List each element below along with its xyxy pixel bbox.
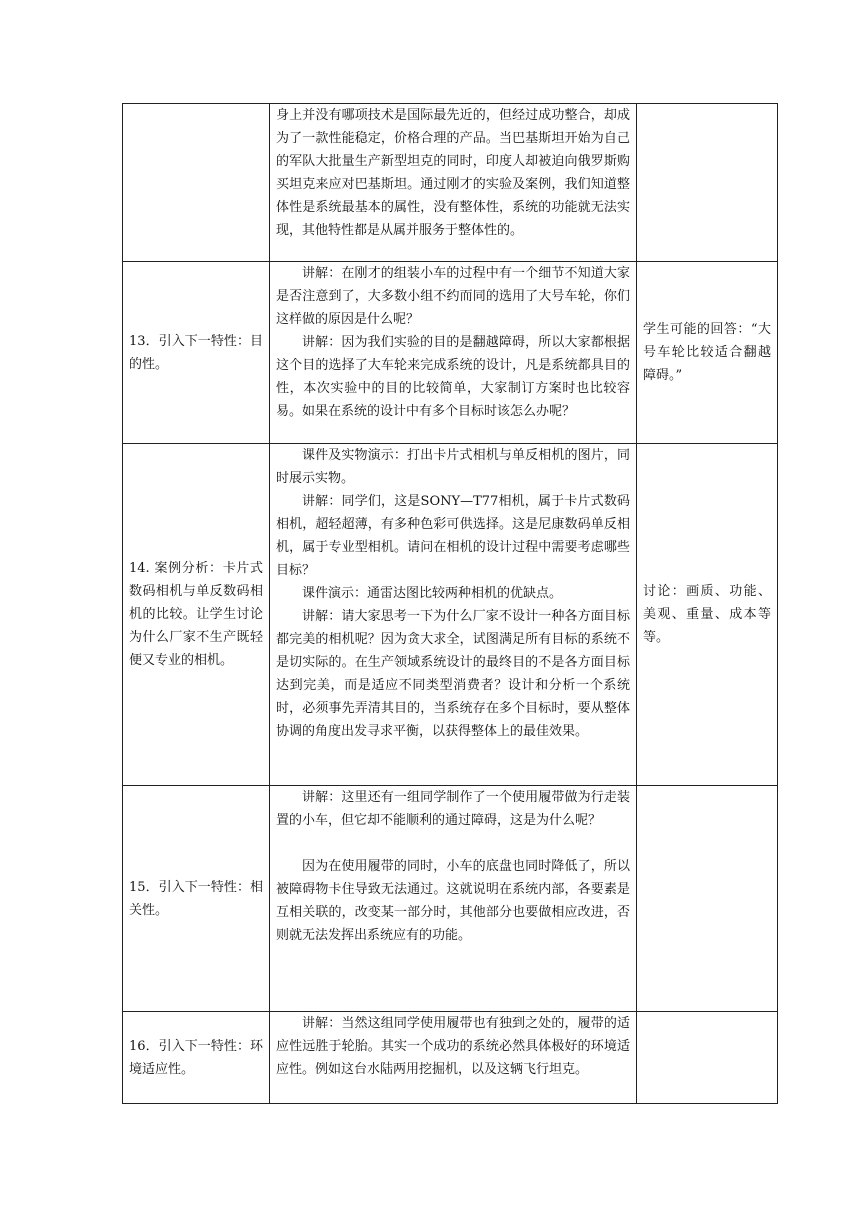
student-cell xyxy=(637,104,778,262)
content-cell xyxy=(270,444,637,786)
content-paragraph: 讲解：请大家思考一下为什么厂家不设计一种各方面目标都完美的相机呢？因为贪大求全，试图满足所有目标的系统不是切实际的。在生产领域系统设计的最终目的不是各方面目标达到完美，而是适应不同类型消费者？设计和分析一个系统时，必须事先弄清其目的，当系统存在多个目标时，要从整体协调的角度出发寻求平衡，以获得整体上的最佳效果。 xyxy=(276,609,630,739)
content-paragraph: 讲解：因为我们实验的目的是翻越障碍，所以大家都根据这个目的选择了大车轮来完成系统的设计，凡是系统都具目的性，本次实验中的目的比较简单，大家制订方案时也比较容易。如果在系统的设计中有多个目标时该怎么办呢？ xyxy=(276,335,630,419)
table-row xyxy=(123,444,778,786)
student-cell: 学生可能的回答：“大号车轮比较适合翻越障碍。” xyxy=(637,262,778,444)
student-cell: 讨论：画质、功能、美观、重量、成本等等。 xyxy=(637,444,778,786)
content-paragraph: 讲解：当然这组同学使用履带也有独到之处的，履带的适应性远胜于轮胎。其实一个成功的系统必然具体极好的环境适应性。例如这台水陆两用挖掘机，以及这辆飞行坦克。 xyxy=(276,1016,630,1077)
step-cell: 16．引入下一特性：环境适应性。 xyxy=(123,1012,270,1104)
content-paragraph: 课件及实物演示：打出卡片式相机与单反相机的图片，同时展示实物。 xyxy=(276,448,630,486)
step-cell xyxy=(123,104,270,262)
content-paragraph: 身上并没有哪项技术是国际最先近的，但经过成功整合，却成为了一款性能稳定，价格合理的产品。当巴基斯坦开始为自己的军队大批量生产新型坦克的同时，印度人却被迫向俄罗斯购买坦克来应对巴基斯坦。通过刚才的实验及案例，我们知道整体性是系统最基本的属性，没有整体性，系统的功能就无法实现，其他特性都是从属并服务于整体性的。 xyxy=(276,108,630,238)
step-cell: 13．引入下一特性：目的性。 xyxy=(123,262,270,444)
content-paragraph: 讲解：这里还有一组同学制作了一个使用履带做为行走装置的小车，但它却不能顺利的通过障碍，这是为什么呢？ xyxy=(276,790,630,828)
content-paragraph: 课件演示：通雷达图比较两种相机的优缺点。 xyxy=(302,586,563,601)
content-paragraph: 讲解：同学们，这是SONY—T77相机，属于卡片式数码相机，超轻超薄，有多种色彩可供选择。这是尼康数码单反相机，属于专业型相机。请问在相机的设计过程中需要考虑哪些目标？ xyxy=(276,494,630,578)
table-row xyxy=(123,786,778,1012)
blank-line xyxy=(276,947,630,970)
content-cell xyxy=(270,1012,637,1104)
lesson-plan-table xyxy=(122,103,778,1104)
step-cell: 15．引入下一特性：相关性。 xyxy=(123,786,270,1012)
blank-line xyxy=(276,832,630,855)
student-cell xyxy=(637,1012,778,1104)
content-cell xyxy=(270,262,637,444)
content-paragraph: 讲解：在刚才的组装小车的过程中有一个细节不知道大家是否注意到了，大多数小组不约而同的选用了大号车轮，你们这样做的原因是什么呢？ xyxy=(276,266,630,327)
content-cell xyxy=(270,786,637,1012)
student-cell xyxy=(637,786,778,1012)
content-paragraph: 因为在使用履带的同时，小车的底盘也同时降低了，所以被障碍物卡住导致无法通过。这就说明在系统内部，各要素是互相关联的，改变某一部分时，其他部分也要做相应改进，否则就无法发挥出系统应有的功能。 xyxy=(276,859,630,943)
content-cell xyxy=(270,104,637,262)
table-row xyxy=(123,104,778,262)
table-row xyxy=(123,1012,778,1104)
table-row xyxy=(123,262,778,444)
step-cell: 14. 案例分析：卡片式数码相机与单反数码相机的比较。让学生讨论为什么厂家不生产既轻便又专业的相机。 xyxy=(123,444,270,786)
